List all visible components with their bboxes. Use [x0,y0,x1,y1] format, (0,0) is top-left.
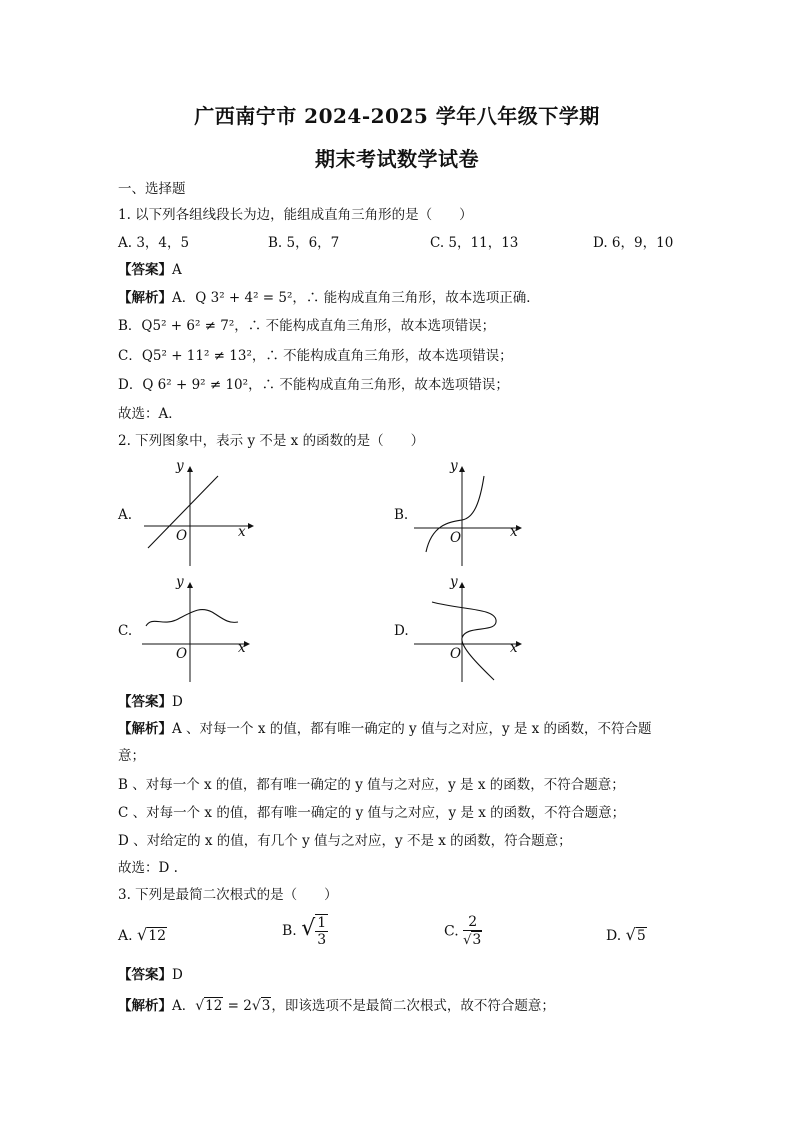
x-axis-label: x [238,640,246,656]
q1-option-c: C. 5，11，13 [430,235,519,251]
answer-label: 【答案】 [118,967,172,983]
origin-label: O [450,646,462,662]
fraction-numerator: 2 [463,914,482,931]
origin-label: O [176,528,188,544]
q2-analysis-c: C 、对每一个 x 的值，都有唯一确定的 y 值与之对应，y 是 x 的函数，不符合题意； [118,805,626,821]
q2-analysis-d: D 、对给定的 x 的值，有几个 y 值与之对应，y 不是 x 的函数，符合题意； [118,833,572,849]
y-axis-label: y [176,458,184,474]
origin-label: O [450,530,462,546]
q3-option-d: D. √5 [606,925,646,944]
fraction-denominator: 3 [317,932,327,948]
answer-value: D [172,694,183,710]
q2-conclusion: 故选：D . [118,860,178,876]
q1-option-b: B. 5，6，7 [268,235,340,251]
q2-analysis-b: B 、对每一个 x 的值，都有唯一确定的 y 值与之对应，y 是 x 的函数，不符合题意； [118,777,625,793]
q1-option-d: D. 6，9，10 [593,235,674,251]
option-label: B. [282,923,297,939]
y-axis-label: y [450,574,458,590]
option-label: A. [118,928,133,944]
graph-d [412,574,532,692]
q1-analysis-d: D．Q 6² + 9² ≠ 10²，∴ 不能构成直角三角形，故本选项错误； [118,377,509,393]
answer-label: 【答案】 [118,694,172,710]
fraction-denominator: 3 [472,932,482,948]
x-axis-label: x [510,524,518,540]
analysis-label: 【解析】 [118,998,172,1014]
q1-analysis-b: B．Q5² + 6² ≠ 7²，∴ 不能构成直角三角形，故本选项错误； [118,318,496,334]
analysis-line: A 、对每一个 x 的值，都有唯一确定的 y 值与之对应，y 是 x 的函数，不符合题 [172,721,652,737]
option-label: C. [444,923,459,940]
q3-option-a: A. √12 [118,925,167,944]
radicand: 3 [261,998,271,1014]
radicand: 12 [148,928,167,944]
y-axis-label: y [450,458,458,474]
q2-answer [118,693,183,711]
answer-label: 【答案】 [118,262,172,278]
radicand: 12 [205,998,223,1014]
analysis-line: ，即该选项不是最简二次根式，故不符合题意； [271,998,555,1014]
q1-conclusion: 故选：A． [118,406,182,422]
graph-a-label: A. [118,507,133,523]
page-subtitle: 期末考试数学试卷 [315,147,479,171]
section-heading: 一、选择题 [118,181,186,197]
x-axis-label: x [510,640,518,656]
q3-answer [118,966,183,984]
analysis-prefix: A． [172,998,196,1014]
q3-stem: 3. 下列是最简二次根式的是（ ） [118,887,338,903]
page-title: 广西南宁市 2024-2025 学年八年级下学期 [194,104,600,128]
fraction-numerator: 1 [317,915,327,931]
answer-value: A [172,262,182,278]
analysis-label: 【解析】 [118,290,172,306]
equals-text: = 2 [223,998,252,1014]
x-axis-label: x [238,524,246,540]
graph-c [140,574,260,692]
graph-a [140,458,260,576]
q1-stem: 1. 以下列各组线段长为边，能组成直角三角形的是（ ） [118,207,473,223]
q2-analysis-a [118,720,652,738]
q1-analysis-a [118,289,540,307]
q3-analysis-a: 【解析】A．√12 = 2√3，即该选项不是最简二次根式，故不符合题意； [118,998,555,1014]
answer-value: D [172,967,183,983]
y-axis-label: y [176,574,184,590]
graph-b-label: B. [394,507,409,523]
graph-c-label: C. [118,623,133,639]
origin-label: O [176,646,188,662]
graph-b [412,458,532,576]
q1-option-a: A. 3，4，5 [118,235,190,251]
option-label: D. [606,928,622,944]
graph-d-label: D. [394,623,409,639]
q2-stem: 2. 下列图象中，表示 y 不是 x 的函数的是（ ） [118,433,425,449]
analysis-line: A．Q 3² + 4² = 5²，∴ 能构成直角三角形，故本选项正确． [172,290,540,306]
q3-option-b: B. √ $\frac{1}{3}$ [282,915,327,948]
q3-option-c: C. $\frac{2}{√3}$ [444,914,482,948]
q1-analysis-c: C．Q5² + 11² ≠ 13²，∴ 不能构成直角三角形，故本选项错误； [118,348,513,364]
radicand: 5 [636,928,646,944]
q1-answer [118,261,182,279]
analysis-label: 【解析】 [118,721,172,737]
q2-analysis-a-cont: 意； [118,748,145,764]
